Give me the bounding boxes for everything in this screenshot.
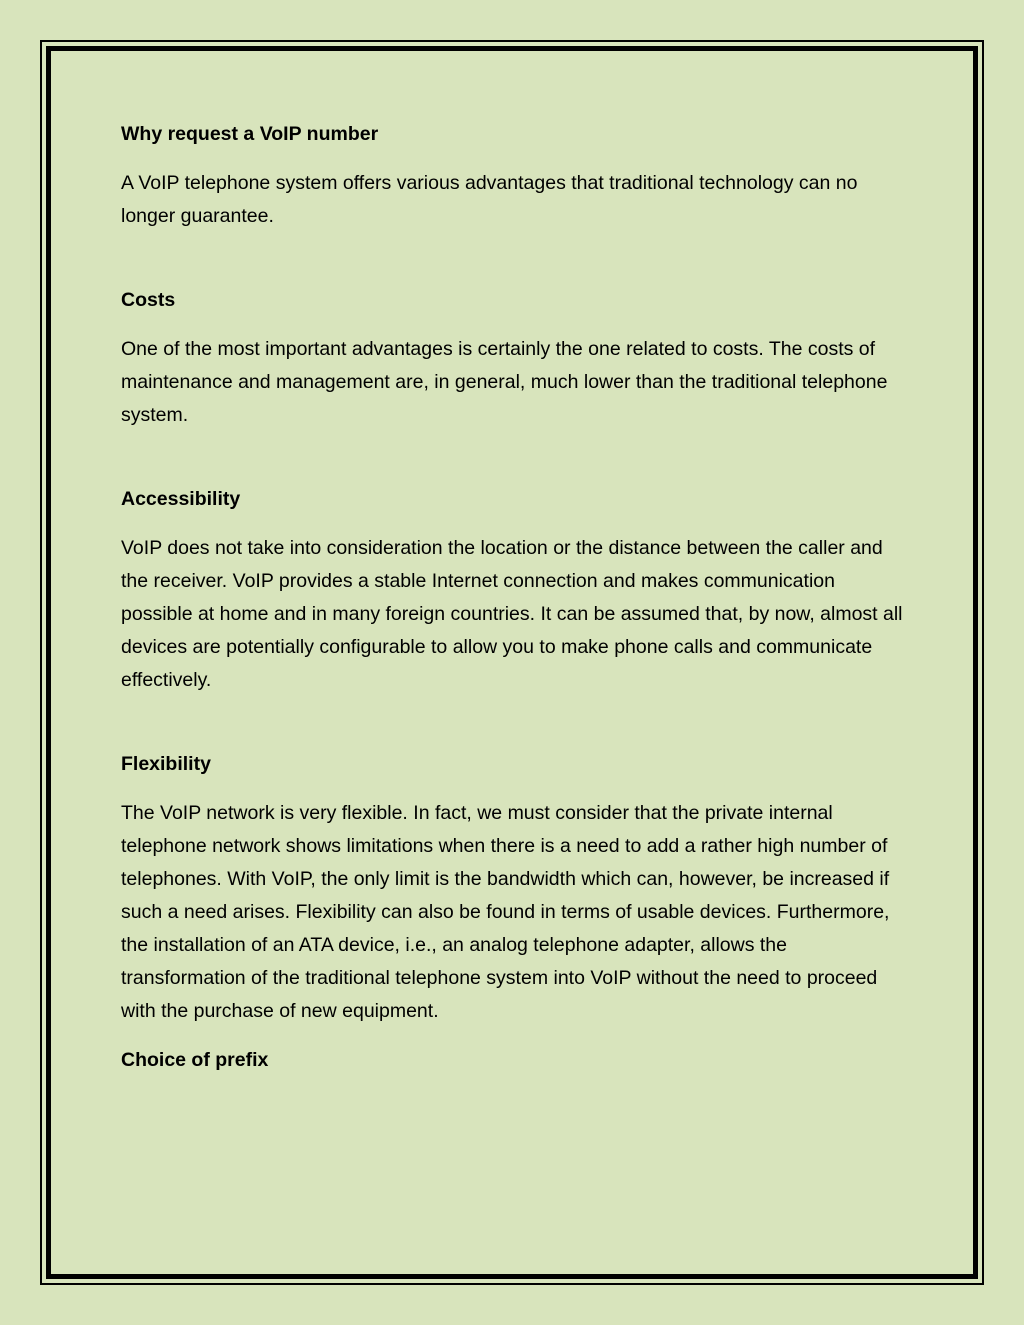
section-choice-of-prefix <box>121 1044 911 1077</box>
document-body <box>121 118 911 1077</box>
section-heading: Choice of prefix <box>121 1049 269 1071</box>
section-costs <box>121 284 911 432</box>
section-accessibility <box>121 483 911 697</box>
section-paragraph: The VoIP network is very flexible. In fact, we must consider that the private internal telephone network shows limitations when there is a need to add a rather high number of telephones. With VoIP, the only limit is the bandwidth which can, however, be increased if such a need arises. Flexibility can also be found in terms of usable devices. Furthermore, the installation of an ATA device, i.e., an analog telephone adapter, allows the transformation of the traditional telephone system into VoIP without the need to proceed with the purchase of new equipment. <box>121 802 890 1022</box>
section-why-request <box>121 118 911 233</box>
section-flexibility <box>121 748 911 1028</box>
section-heading: Why request a VoIP number <box>121 123 379 145</box>
section-paragraph: A VoIP telephone system offers various advantages that traditional technology can no longer guarantee. <box>121 172 858 227</box>
section-heading: Accessibility <box>121 488 241 510</box>
section-heading: Flexibility <box>121 753 211 775</box>
section-paragraph: VoIP does not take into consideration the location or the distance between the caller and the receiver. VoIP provides a stable Internet connection and makes communication possible at home and in many foreign countries. It can be assumed that, by now, almost all devices are potentially configurable to allow you to make phone calls and communicate effectively. <box>121 537 903 691</box>
section-heading: Costs <box>121 289 176 311</box>
section-paragraph: One of the most important advantages is certainly the one related to costs. The costs of maintenance and management are, in general, much lower than the traditional telephone system. <box>121 338 888 426</box>
